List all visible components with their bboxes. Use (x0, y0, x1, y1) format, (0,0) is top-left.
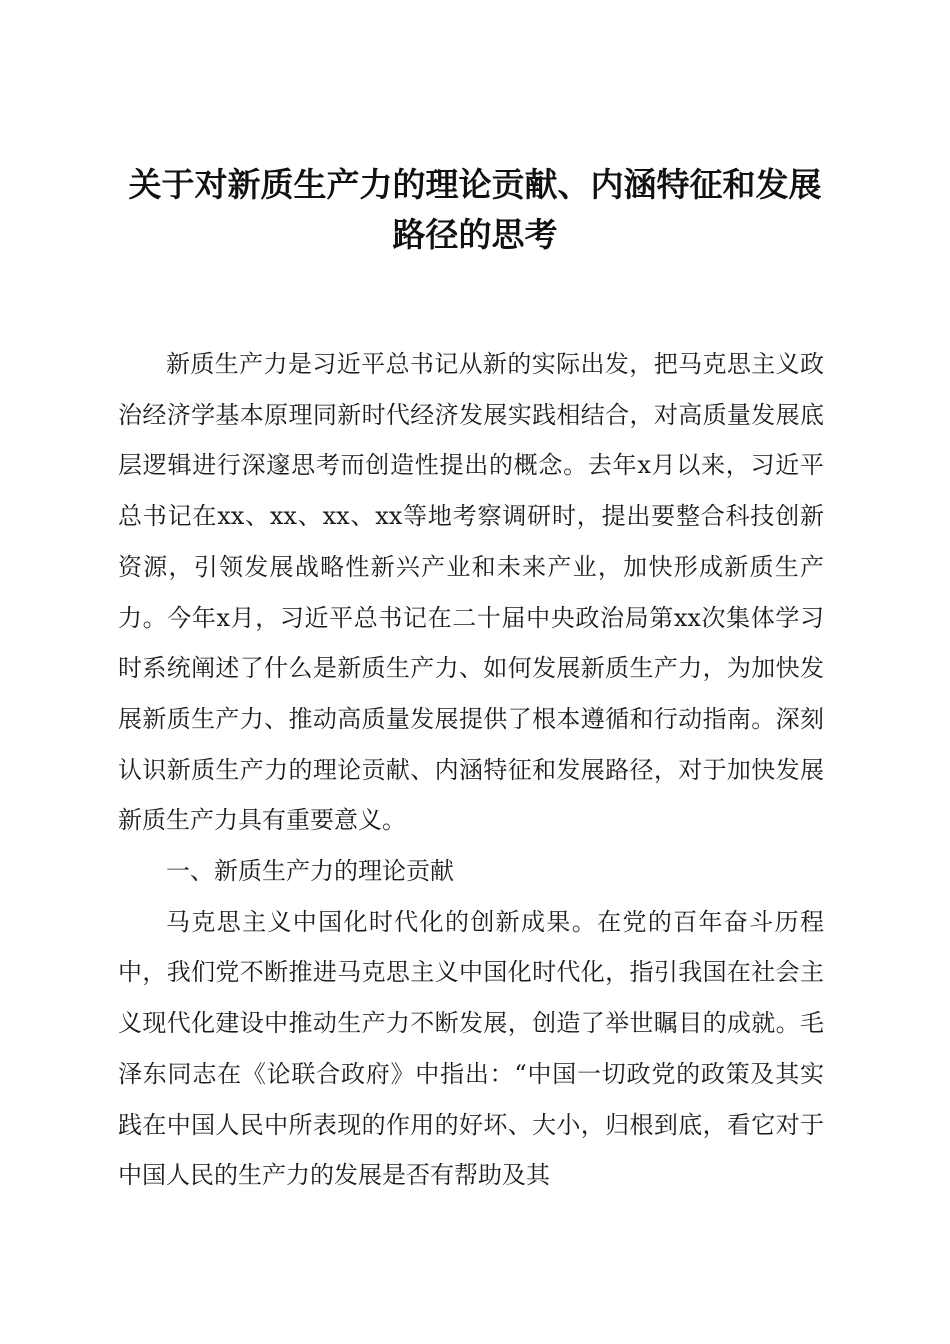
section-paragraph: 马克思主义中国化时代化的创新成果。在党的百年奋斗历程中，我们党不断推进马克思主义中国化时代化，指引我国在社会主义现代化建设中推动生产力不断发展，创造了举世瞩目的成就。毛泽东同志在《论联合政府》中指出：“中国一切政党的政策及其实践在中国人民中所表现的作用的好坏、大小，归根到底，看它对于中国人民的生产力的发展是否有帮助及其 (118, 907, 824, 1190)
section-heading: 一、新质生产力的理论贡献 (166, 857, 454, 886)
intro-paragraph: 新质生产力是习近平总书记从新的实际出发，把马克思主义政治经济学基本原理同新时代经济发展实践相结合，对高质量发展底层逻辑进行深邃思考而创造性提出的概念。去年x月以来，习近平总书记在xx、xx、xx、xx等地考察调研时，提出要整合科技创新资源，引领发展战略性新兴产业和未来产业，加快形成新质生产力。今年x月，习近平总书记在二十届中央政治局第xx次集体学习时系统阐述了什么是新质生产力、如何发展新质生产力，为加快发展新质生产力、推动高质量发展提供了根本遵循和行动指南。深刻认识新质生产力的理论贡献、内涵特征和发展路径，对于加快发展新质生产力具有重要意义。 (118, 350, 824, 835)
document-title: 关于对新质生产力的理论贡献、内涵特征和发展路径的思考 (128, 165, 822, 254)
document-body (118, 339, 824, 1201)
